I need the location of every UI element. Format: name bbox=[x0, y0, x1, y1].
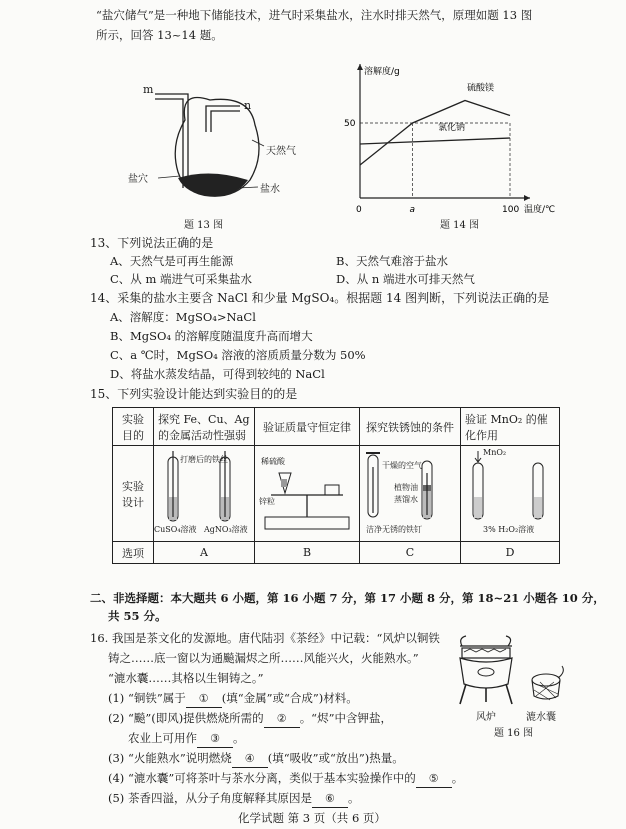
y-axis-label: 溶解度/g bbox=[364, 67, 400, 77]
q15-c-air-label: 干燥的空气 bbox=[382, 461, 422, 470]
q16-part-3: (3) “火能熟水”说明燃烧 ④ (填“吸收”或“放出”)热量。 bbox=[108, 750, 404, 768]
q15-option-d: D bbox=[461, 542, 560, 564]
fig14-caption: 题 14 图 bbox=[440, 220, 480, 231]
q15-a-wire-label: 打磨后的铁丝 bbox=[180, 455, 228, 464]
q15-design-c bbox=[360, 446, 461, 542]
q13-option-a: A、天然气是可再生能源 bbox=[110, 254, 234, 268]
q15-option-b: B bbox=[255, 542, 360, 564]
q15-b-zn-label: 锌粒 bbox=[259, 497, 275, 506]
q16-blank-5: ⑤ bbox=[416, 771, 452, 788]
section2-line-2: 共 55 分。 bbox=[108, 609, 167, 623]
q15-purpose-c: 探究铁锈蚀的条件 bbox=[360, 408, 461, 446]
q15-c-oil-label: 植物油 bbox=[394, 483, 418, 492]
q15-a-sol2-label: AgNO₃溶液 bbox=[204, 525, 248, 534]
y-tick-50: 50 bbox=[344, 119, 356, 129]
q16-part-2-cont: 农业上可用作 ③ 。 bbox=[128, 730, 245, 748]
q14-option-a: A、溶解度：MgSO₄>NaCl bbox=[110, 310, 256, 324]
q15-c-water-label: 蒸馏水 bbox=[394, 495, 418, 504]
q15-d-mno2-label: MnO₂ bbox=[483, 448, 507, 457]
q14-option-d: D、将盐水蒸发结晶，可得到较纯的 NaCl bbox=[110, 367, 325, 381]
q16-part-4: (4) “漉水囊”可将茶叶与茶水分离，类似于基本实验操作中的 ⑤ 。 bbox=[108, 770, 463, 788]
fig14-solubility-chart bbox=[340, 58, 556, 218]
x-axis-label: 温度/℃ bbox=[524, 205, 556, 215]
section2-line-1: 二、非选择题：本大题共 6 小题，第 16 小题 7 分，第 17 小题 8 分，第 18~21 小题各 10 分， bbox=[90, 591, 605, 605]
q15-design-b bbox=[255, 446, 360, 542]
q14-option-c: C、a ℃时，MgSO₄ 溶液的溶质质量分数为 50% bbox=[110, 348, 366, 362]
q16-part-1: (1) “铜铁”属于 ① (填“金属”或“合成”)材料。 bbox=[108, 690, 358, 708]
q15-option-c: C bbox=[360, 542, 461, 564]
q16-blank-1: ① bbox=[186, 691, 222, 708]
x-tick-100: 100 bbox=[502, 205, 520, 215]
intro-line-1: “盐穴储气”是一种地下储能技术，进气时采集盐水，注水时排天然气，原理如题 13 图 bbox=[96, 8, 533, 22]
q13-option-c: C、从 m 端进气可采集盐水 bbox=[110, 272, 253, 286]
q15-design-d bbox=[461, 446, 560, 542]
q16-part-5: (5) 茶香四溢，从分子角度解释其原因是 ⑥ 。 bbox=[108, 790, 359, 808]
q13-option-b: B、天然气难溶于盐水 bbox=[336, 254, 448, 268]
q14-stem: 14、采集的盐水主要含 NaCl 和少量 MgSO₄。根据题 14 图判断，下列说法正确的是 bbox=[90, 291, 550, 305]
q15-row-purpose-head: 实验目的 bbox=[113, 408, 154, 446]
q16-part-2: (2) “飈”(即风)提供燃烧所需的 ② 。“烬”中含钾盐， bbox=[108, 710, 392, 728]
q15-purpose-d: 验证 MnO₂ 的催化作用 bbox=[461, 408, 560, 446]
q15-b-sol-label: 稀硫酸 bbox=[261, 457, 285, 466]
series-label-nacl: 氯化钠 bbox=[438, 123, 466, 133]
q15-a-sol1-label: CuSO₄溶液 bbox=[154, 525, 197, 534]
q14-option-b: B、MgSO₄ 的溶解度随温度升高而增大 bbox=[110, 329, 313, 343]
q16-blank-6: ⑥ bbox=[312, 791, 348, 808]
fig13-label-cave: 盐穴 bbox=[128, 174, 148, 185]
q15-purpose-b: 验证质量守恒定律 bbox=[255, 408, 360, 446]
q15-option-a: A bbox=[154, 542, 255, 564]
series-line-1 bbox=[360, 138, 510, 144]
q15-row-design-head: 实验设计 bbox=[113, 446, 154, 542]
fig13-label-m: m bbox=[143, 83, 154, 96]
q15-c-nail-label: 洁净无锈的铁钉 bbox=[366, 525, 422, 534]
fig13-caption: 题 13 图 bbox=[184, 220, 224, 231]
fig16-label-bag: 漉水囊 bbox=[526, 712, 556, 723]
q16-blank-2: ② bbox=[264, 711, 300, 728]
q16-line-2: 铸之……底一窗以为通飈漏烬之所……风能兴火，火能熟水。” bbox=[108, 651, 419, 665]
q16-blank-3: ③ bbox=[197, 731, 233, 748]
x-tick-a: a bbox=[409, 205, 416, 215]
origin-label: 0 bbox=[356, 205, 362, 215]
fig13-label-gas: 天然气 bbox=[266, 146, 296, 157]
q15-row-option-head: 选项 bbox=[113, 542, 154, 564]
q16-blank-4: ④ bbox=[232, 751, 268, 768]
y-axis-arrow bbox=[357, 64, 363, 70]
series-label-mgso4: 硫酸镁 bbox=[467, 83, 495, 94]
q13-option-d: D、从 n 端进水可排天然气 bbox=[336, 272, 475, 286]
q15-design-a bbox=[154, 446, 255, 542]
q16-line-1: 16. 我国是茶文化的发源地。唐代陆羽《茶经》中记载：“风炉以铜铁 bbox=[90, 631, 440, 645]
page-footer: 化学试题 第 3 页（共 6 页） bbox=[238, 811, 386, 825]
q15-experiment-table bbox=[112, 407, 560, 564]
fig13-label-brine: 盐水 bbox=[260, 184, 280, 195]
q15-d-h2o2-label: 3% H₂O₂溶液 bbox=[483, 525, 535, 534]
q13-stem: 13、下列说法正确的是 bbox=[90, 236, 214, 250]
fig13-label-n: n bbox=[244, 99, 252, 112]
q15-purpose-a: 探究 Fe、Cu、Ag 的金属活动性强弱 bbox=[154, 408, 255, 446]
fig16-label-furnace: 风炉 bbox=[476, 712, 496, 723]
q16-line-3: “漉水囊……其格以生铜铸之。” bbox=[108, 671, 264, 685]
fig16-caption: 题 16 图 bbox=[494, 728, 534, 739]
series-line-0 bbox=[360, 101, 510, 166]
x-axis-arrow bbox=[524, 195, 530, 201]
q15-stem: 15、下列实验设计能达到实验目的的是 bbox=[90, 387, 298, 401]
intro-line-2: 所示，回答 13~14 题。 bbox=[96, 28, 223, 42]
